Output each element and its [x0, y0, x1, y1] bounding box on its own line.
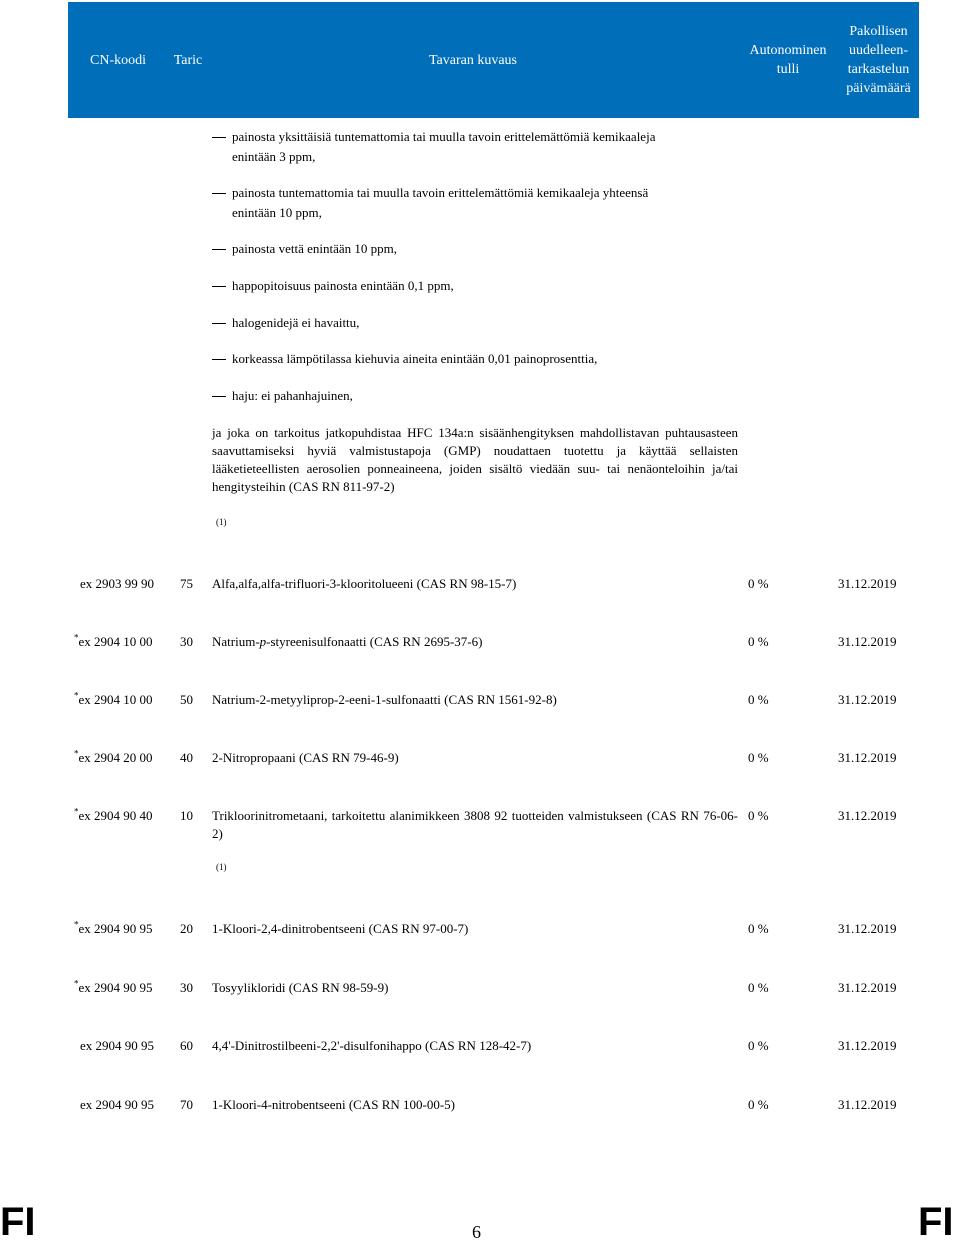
- duty-rate: 0 %: [748, 921, 769, 936]
- duty-rate: 0 %: [748, 1038, 769, 1053]
- list-item: [212, 387, 353, 405]
- asterisk-marker: *: [74, 978, 79, 989]
- taric-code: 60: [180, 1038, 193, 1053]
- list-item: [212, 128, 655, 146]
- list-item-continued: enintään 10 ppm,: [232, 205, 322, 220]
- language-code-left: FI: [0, 1200, 36, 1244]
- cn-code: *ex 2904 90 95: [74, 919, 153, 936]
- dash-bullet: [212, 249, 226, 250]
- review-date: 31.12.2019: [838, 750, 897, 765]
- dash-bullet: [212, 323, 226, 324]
- list-item: [212, 350, 597, 368]
- taric-code: 70: [180, 1097, 193, 1112]
- asterisk-marker: *: [74, 748, 79, 759]
- header-taric: Taric: [173, 52, 203, 68]
- cn-code: *ex 2904 90 95: [74, 978, 153, 995]
- dash-bullet: [212, 396, 226, 397]
- review-date: 31.12.2019: [838, 634, 897, 649]
- cn-code: *ex 2904 10 00: [74, 632, 153, 649]
- cn-code: *ex 2904 10 00: [74, 690, 153, 707]
- taric-code: 10: [180, 808, 193, 823]
- footnote-marker: (1): [216, 862, 227, 872]
- asterisk-marker: *: [74, 806, 79, 817]
- asterisk-marker: *: [74, 919, 79, 930]
- dash-bullet: [212, 193, 226, 194]
- description-paragraph: ja joka on tarkoitus jatkopuhdistaa HFC 134a:n sisäänhengityksen mahdollistavan puhtausasteen saavuttamiseksi hyviä valmistustapoja (GMP) noudattaen tuotettu ja käyttää sellaisten lääketieteellisten aerosolien ponneaineena, joiden sisältö viedään suu- tai nenäonteloihin ja/tai hengitysteihin (CAS RN 811-97-2): [212, 425, 738, 494]
- product-description: Natrium-p-styreenisulfonaatti (CAS RN 2695-37-6): [212, 634, 483, 649]
- list-item-text: korkeassa lämpötilassa kiehuvia aineita enintään 0,01 painoprosenttia,: [232, 351, 598, 366]
- list-item-text: haju: ei pahanhajuinen,: [232, 388, 353, 403]
- review-date: 31.12.2019: [838, 808, 897, 823]
- taric-code: 20: [180, 921, 193, 936]
- taric-code: 50: [180, 692, 193, 707]
- list-item-text: halogenidejä ei havaittu,: [232, 315, 360, 330]
- list-item-text: painosta vettä enintään 10 ppm,: [232, 241, 397, 256]
- duty-rate: 0 %: [748, 576, 769, 591]
- product-description: Tosyylikloridi (CAS RN 98-59-9): [212, 980, 389, 995]
- cn-code: *ex 2904 20 00: [74, 748, 153, 765]
- review-date: 31.12.2019: [838, 576, 897, 591]
- header-review-date: Pakollisen uudelleen-tarkastelun päivämäärä: [846, 24, 911, 96]
- header-cn-code: CN-koodi: [90, 52, 146, 68]
- product-description: 4,4'-Dinitrostilbeeni-2,2'-disulfonihappo (CAS RN 128-42-7): [212, 1038, 532, 1053]
- list-item: [212, 314, 359, 332]
- list-item-continued: enintään 3 ppm,: [232, 149, 316, 164]
- taric-code: 75: [180, 576, 193, 591]
- product-description: Natrium-2-metyyliprop-2-eeni-1-sulfonaatti (CAS RN 1561-92-8): [212, 692, 557, 707]
- cn-code: ex 2903 99 90: [80, 576, 155, 591]
- review-date: 31.12.2019: [838, 980, 897, 995]
- product-description: Alfa,alfa,alfa-trifluori-3-klooritolueeni (CAS RN 98-15-7): [212, 576, 517, 591]
- footnote-marker: (1): [216, 517, 227, 527]
- review-date: 31.12.2019: [838, 921, 897, 936]
- page-number: 6: [472, 1222, 481, 1242]
- list-item: [212, 277, 454, 295]
- product-description: 1-Kloori-2,4-dinitrobentseeni (CAS RN 97-00-7): [212, 921, 469, 936]
- duty-rate: 0 %: [748, 750, 769, 765]
- product-description: Trikloorinitrometaani, tarkoitettu alanimikkeen 3808 92 tuotteiden valmistukseen (CAS RN 76-06-2): [212, 808, 738, 841]
- product-description: 1-Kloori-4-nitrobentseeni (CAS RN 100-00-5): [212, 1097, 455, 1112]
- list-item: [212, 184, 648, 202]
- taric-code: 30: [180, 980, 193, 995]
- product-description: 2-Nitropropaani (CAS RN 79-46-9): [212, 750, 399, 765]
- asterisk-marker: *: [74, 690, 79, 701]
- list-item-text: painosta yksittäisiä tuntemattomia tai muulla tavoin erittelemättömiä kemikaaleja: [232, 129, 656, 144]
- header-autonomous-duty: Autonominen tulli: [749, 43, 827, 77]
- duty-rate: 0 %: [748, 808, 769, 823]
- review-date: 31.12.2019: [838, 692, 897, 707]
- language-code-right: FI: [918, 1200, 954, 1244]
- duty-rate: 0 %: [748, 980, 769, 995]
- list-item-text: painosta tuntemattomia tai muulla tavoin erittelemättömiä kemikaaleja yhteensä: [232, 185, 649, 200]
- cn-code: *ex 2904 90 40: [74, 806, 153, 823]
- review-date: 31.12.2019: [838, 1038, 897, 1053]
- header-description: Tavaran kuvaus: [428, 52, 518, 68]
- dash-bullet: [212, 359, 226, 360]
- review-date: 31.12.2019: [838, 1097, 897, 1112]
- taric-code: 40: [180, 750, 193, 765]
- duty-rate: 0 %: [748, 692, 769, 707]
- cn-code: ex 2904 90 95: [80, 1097, 155, 1112]
- duty-rate: 0 %: [748, 1097, 769, 1112]
- list-item: [212, 240, 397, 258]
- taric-code: 30: [180, 634, 193, 649]
- duty-rate: 0 %: [748, 634, 769, 649]
- asterisk-marker: *: [74, 632, 79, 643]
- dash-bullet: [212, 137, 226, 138]
- cn-code: ex 2904 90 95: [80, 1038, 155, 1053]
- table-header: [68, 2, 919, 118]
- dash-bullet: [212, 286, 226, 287]
- list-item-text: happopitoisuus painosta enintään 0,1 ppm,: [232, 278, 454, 293]
